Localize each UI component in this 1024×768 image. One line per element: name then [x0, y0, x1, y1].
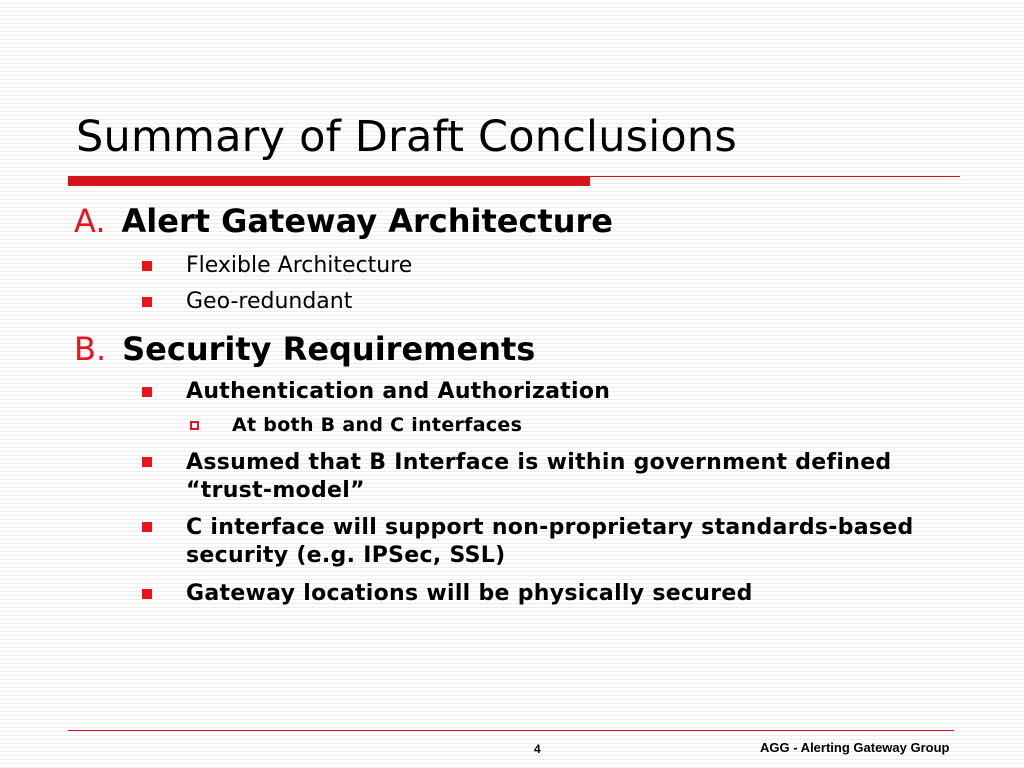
section-b-bullet-1: Authentication and Authorization	[186, 379, 611, 404]
filled-square-bullet-icon	[142, 387, 152, 397]
filled-square-bullet-icon	[142, 297, 152, 307]
section-b-heading	[74, 330, 535, 368]
section-a-heading	[74, 202, 613, 240]
section-b-sub-bullet: At both B and C interfaces	[232, 414, 523, 436]
section-b-bullet-4: Gateway locations will be physically secured	[186, 581, 753, 606]
section-b-bullet-3-line-1: C interface will support non-proprietary standards-based	[186, 515, 914, 540]
filled-square-bullet-icon	[142, 522, 152, 532]
section-a-title: Alert Gateway Architecture	[121, 202, 613, 240]
section-a-bullet-1: Flexible Architecture	[186, 253, 413, 278]
footer-divider	[68, 730, 954, 731]
page-number: 4	[534, 742, 541, 756]
filled-square-bullet-icon	[142, 589, 152, 599]
title-underline-thin	[590, 176, 960, 177]
slide-title: Summary of Draft Conclusions	[76, 112, 737, 162]
section-a-letter: A.	[74, 202, 106, 240]
hollow-square-bullet-icon	[190, 421, 199, 430]
section-b-bullet-2-line-2: “trust-model”	[186, 478, 365, 503]
filled-square-bullet-icon	[142, 261, 152, 271]
section-b-letter: B.	[74, 330, 107, 368]
section-b-bullet-2-line-1: Assumed that B Interface is within government defined	[186, 450, 892, 475]
section-a-bullet-2: Geo-redundant	[186, 289, 353, 314]
filled-square-bullet-icon	[142, 457, 152, 467]
section-b-bullet-3-line-2: security (e.g. IPSec, SSL)	[186, 543, 506, 568]
title-underline-thick	[68, 176, 590, 186]
footer-group-name: AGG - Alerting Gateway Group	[760, 740, 950, 755]
section-b-title: Security Requirements	[122, 330, 536, 368]
